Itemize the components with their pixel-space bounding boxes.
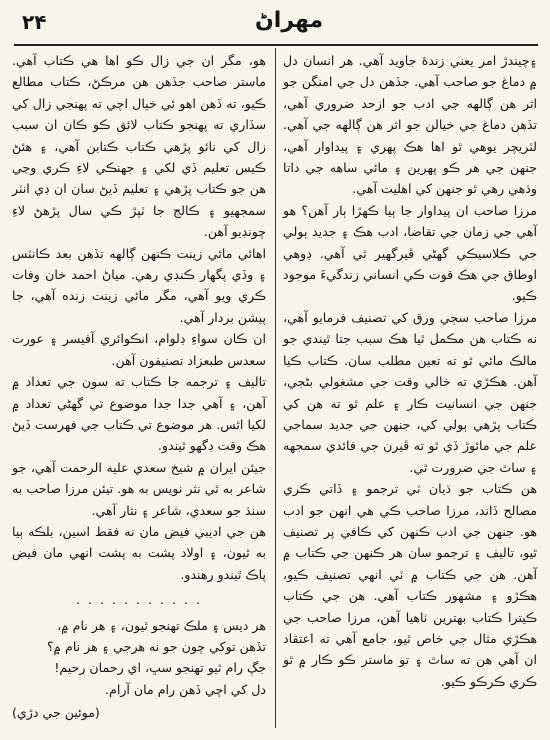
paragraph: تاليف ۽ ترجمه جا ڪتاب ته سون جي تعداد ۾ آهن، ۽ آهي جدا جدا موضوع تي گهڻي تعداد ۾ لکيا اٿس. هر موضوع تي ڪتاب جي فهرست ڏيڻ هڪ وقت ڊگهو ٿيندو. — [12, 374, 266, 454]
right-column — [283, 50, 537, 692]
paragraph: مرزا صاحب ان پيداوار جا ٻيا ڪهڙا ٻار آهن؟ هو آهي جي زمان جي تقاضا، ادب هڪ ۽ جديد ٻولي جي ڪلاسيڪي گهڻي ڦيرگهير ٿي آهي. ڊوهي اوطاق جي هڪ قوت ڪي انساني زندگيءَ موجود ڪيو. — [283, 202, 537, 304]
journal-title: مهراڻ — [255, 8, 324, 33]
header-rule — [14, 44, 538, 46]
poem-line: تڏهن توکي چون جو نه هرجي ۽ هر نام ۾؟ — [46, 638, 266, 654]
page-number: ۲۴ — [22, 10, 47, 34]
left-column — [12, 50, 266, 724]
poem-signature: (موئين جي دڙي) — [12, 705, 100, 721]
poem-line: جڳ رام ٿيو تهنجو سڀ، اي رحمان رحيم! — [54, 660, 266, 676]
paragraph: جيئن ايران ۾ شيخ سعدي عليه الرحمت آهي، جو شاعر به ٿي نثر نويس به هو. تيئن مرزا صاحب به سنڌ جو سعدي، شاعر ۽ نثار آهي. — [12, 459, 266, 518]
column-divider — [275, 48, 276, 728]
paragraph: هو، مگر ان جي زال ڪو اها هي ڪتاب آهي. ماستر صاحب جڏهن هن مرڪڻ، ڪتاب مطالع ڪيو، ته ڏهن اهو ئي خيال اچي ته پهنجي زال کي سڏاري ته پهنجو ڪتاب لائق ڪو ڪان ان سبب زال کي نائو پڙهي ڪتاب ڪتابن آهي، ۽ هئڻ ڪيس تعليم ڏي لکي ۽ جهنڪي لاءِ ڪري وڃي هن جو ڪتاب پڙهي ۽ تعليم ڏيڻ سان ان ڊي انٽر سمجهيو ۽ ڪالج جا ٽپڙ ڪي سال پڙهڻ لاءِ چونڊيو آهن. — [12, 53, 266, 240]
paragraph: هن جي اديبي فيض مان نه فقط اسين، بلڪه ٻيا به ٿيون، ۽ اولاد پشت به پشت انهي مان فيض پاڪ ٿيندو رهندو. — [12, 523, 266, 582]
poem-line: دل کي اچي ڏهن رام مان آرام. — [105, 681, 266, 697]
paragraph: ۽چيندڙ امر يعني زندهٔ جاويد آهي. هر انسان دل ۾ دماغ جو صاحب آهي. جڏهن دل جي امنگن جو اثر هن ڳالهه جي ادب جو ازحد ضروري آهي، تڏهن دماغ جي خيالن جو اثر هن ڳالهه جي آهي. لٽريچر يوهي ٿو اها هڪ پهري ۽ پيداوار آهي، جنهن جي هر ڪو پهرين ۽ مائي ساهه جي داتا وڌهي رهي ٿو جنهن کي اهليت آهي. — [283, 53, 537, 197]
paragraph: مرزا صاحب سڄي ورق کي تصنيف فرمايو آهي، نه ڪتاب هن مڪمل ٿيا هڪ سبب جتا ٿيندي جو مالڪ مائي ٿو ته تعين مطلب سان. ڪتاب ڪيا آهن. هڪڙي ته خالي وقت جي مشغولي بڻجي، جنهن جي انسانيت ڪار ۽ علم ٿو ته هن کي ڪتاب پڙهي ٻولي کي، جنهن جي جديد سماجي علم جي مائوڙ ڏي ٿو ته ڦيرن جي فائدي سمجهه ۽ ساٿ جي ضرورت ٿي. — [283, 309, 537, 475]
paragraph: هن ڪتاب جو ڌيان ٽي ترجمو ۽ ڏاتي ڪري مصالح ڏاند، مرزا صاحب ڪي هي انهن جو ادب هو. جنهن جي ادب ڪنهن کي ڪافي پر تصنيف ٿيو، تاليف ۽ ترجمو سان هر ڪنهن جي ڪتاب ۾ آهن. هن جي ڪتاب ۾ ٽي انهي تصنيف ڪيو، هڪڙو ۽ مشهور ڪتاب آهي. هن جي ڪتاب ڪيترا ڪتاب بهترين ٺاهيا آهن، مرزا صاحب جي هڪڙي مثال جي خاص ٿيو، جامع آهي ته اعتقاد ان آهي هن ته ساٿ ۽ تو ماستر ڪو ڪار ۾ ٿو ڪري ڪرڪو ڪيو. — [283, 481, 537, 689]
poem-line: هر ديس ۽ ملڪ تهنجو ٿيون، ۽ هر نام ۾، — [57, 617, 266, 633]
paragraph: ان ڪان سواءِ ڊلوام، انڪوائري آفيسر ۽ عورت سعدس طبعزاد تصنيفون آهن. — [12, 331, 266, 368]
paragraph: اهائي مائي زينت ڪنهن ڳالهه تڏهن بعد ڪانٽس ۽ وڏي پگهار ڪنڊي رهي. مياڻ احمد خان وفات ڪري ويو آهي، مگر مائي زينت زنده آهي، جا پيشن بردار آهي. — [12, 245, 266, 325]
page-header — [0, 0, 550, 50]
section-separator: . . . . . . . . . . . — [75, 592, 203, 608]
